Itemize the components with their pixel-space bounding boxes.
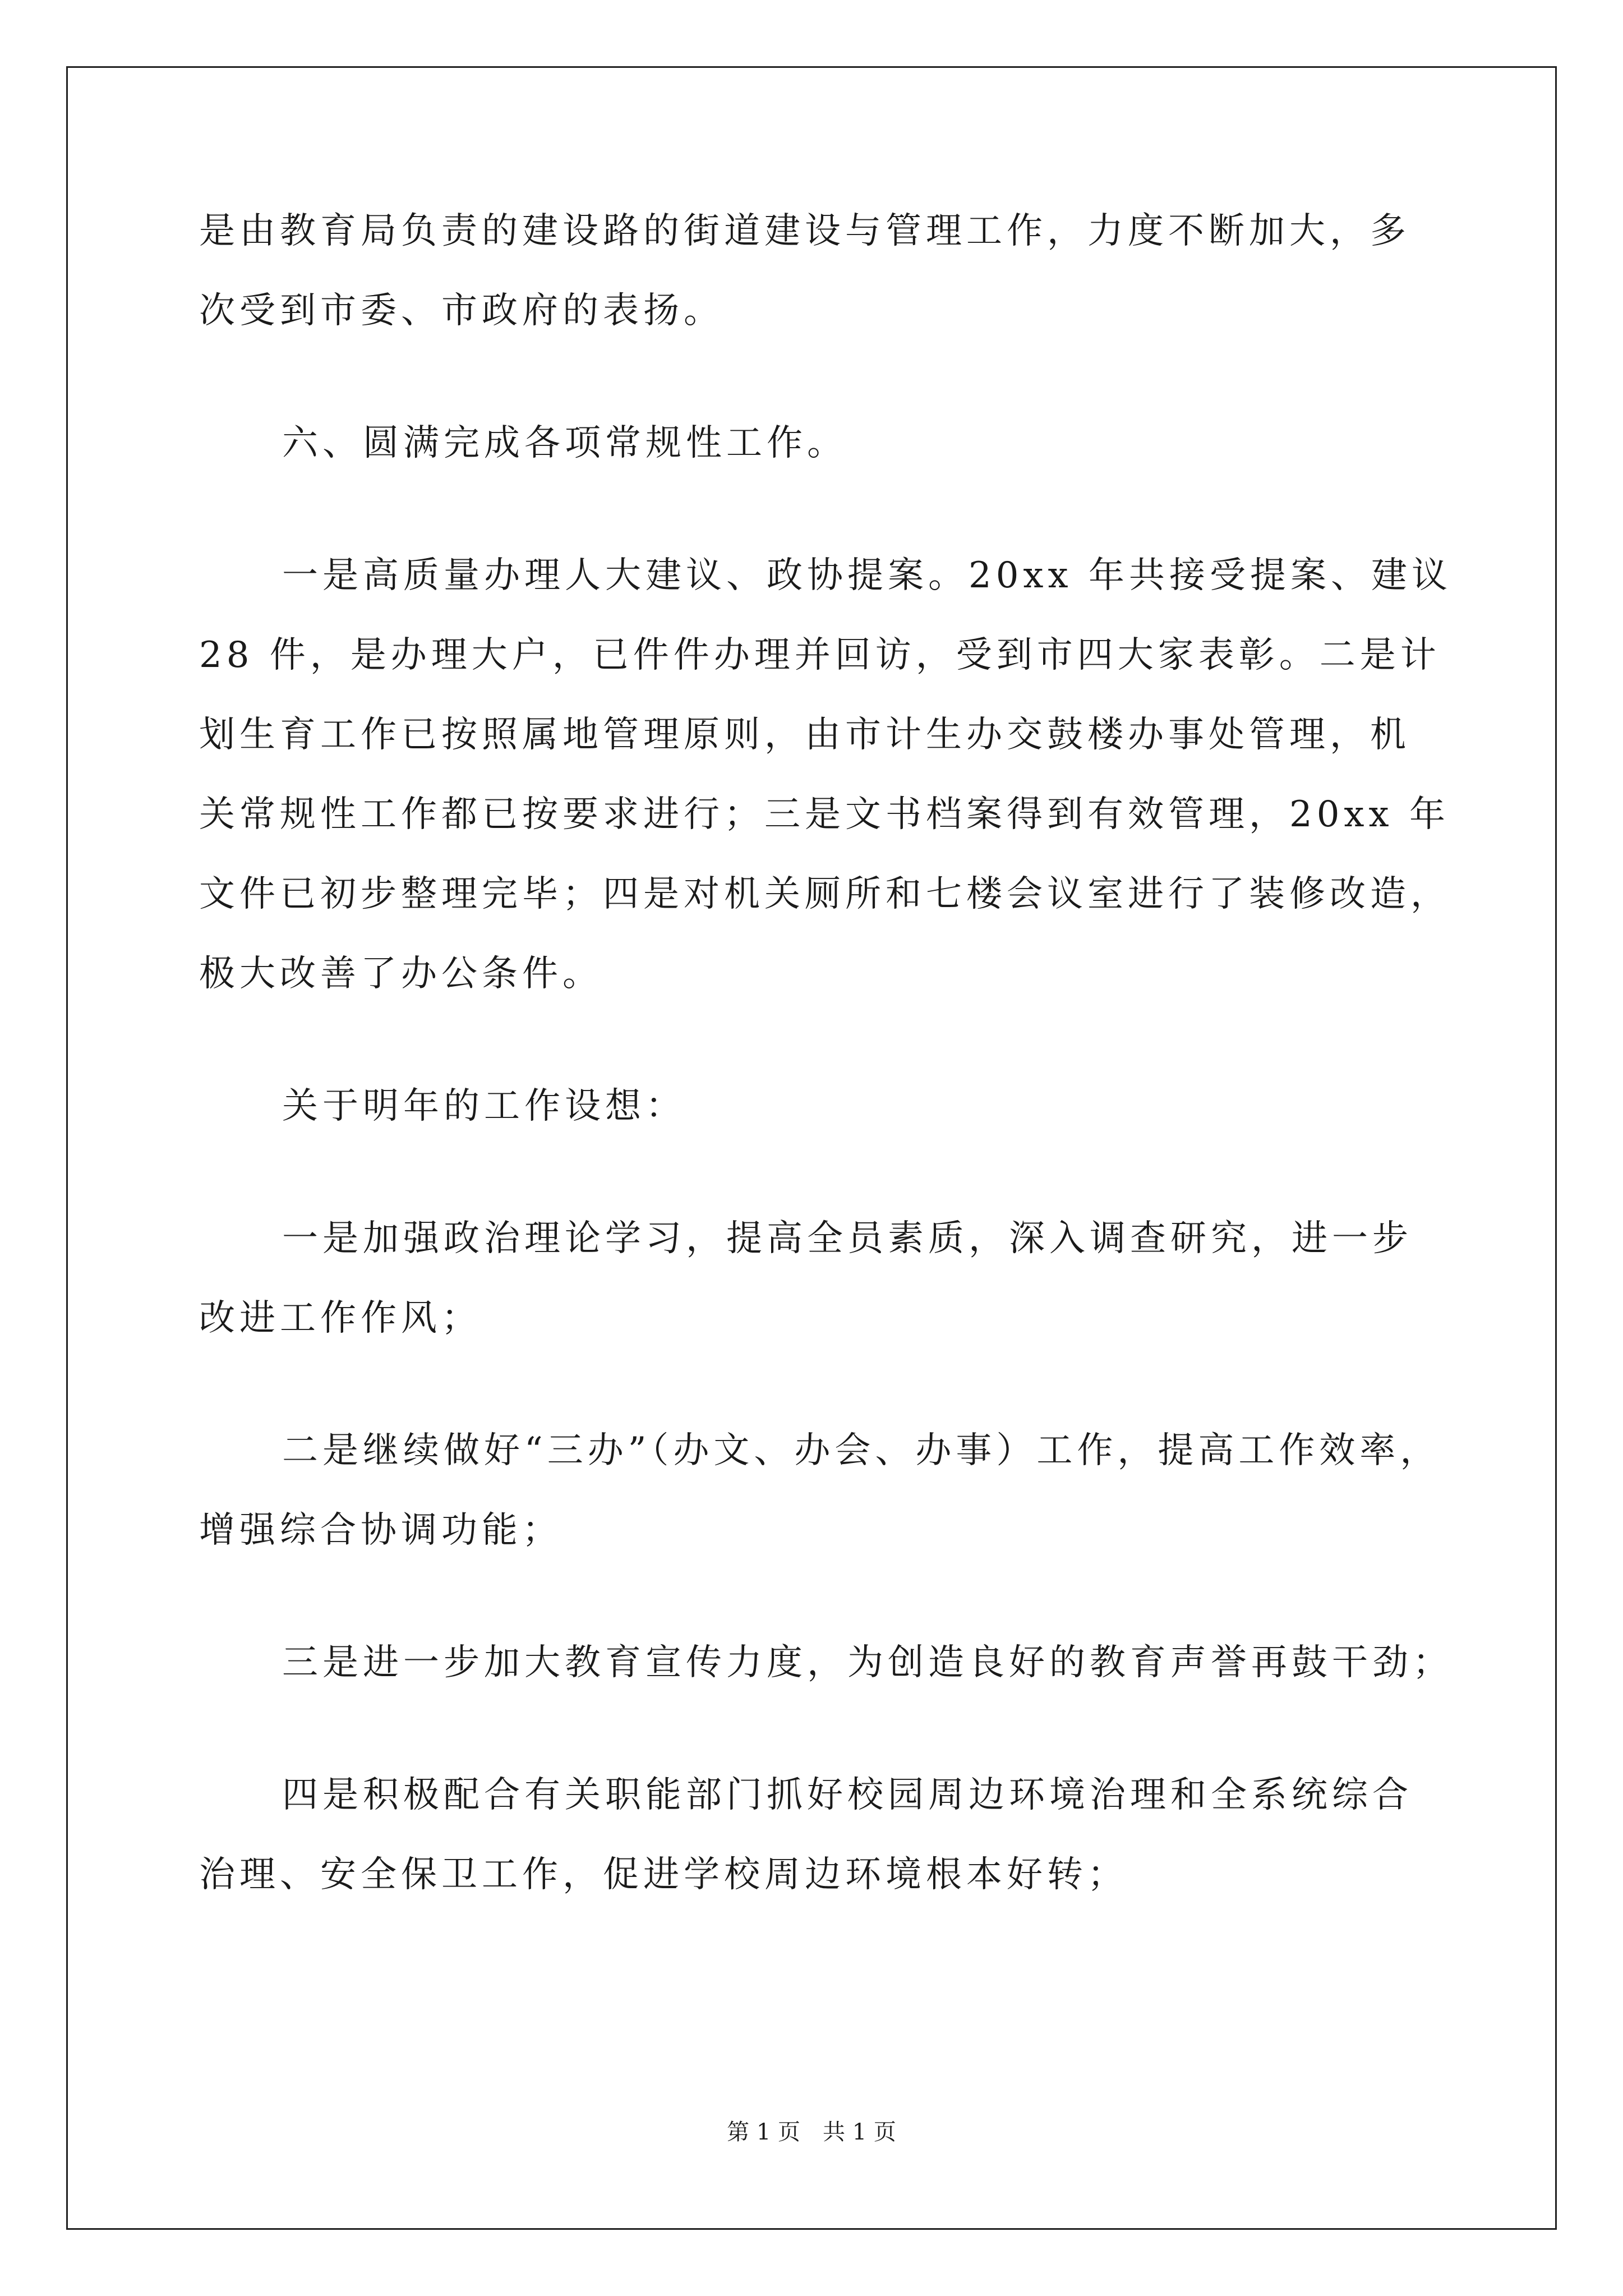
text-line: 是由教育局负责的建设路的街道建设与管理工作，力度不断加大，多 xyxy=(199,210,1410,252)
text-line: 一是高质量办理人大建议、政协提案。20xx 年共接受提案、建议 xyxy=(282,555,1452,596)
text-line: 改进工作作风； xyxy=(199,1297,482,1339)
text-line: 治理、安全保卫工作，促进学校周边环境根本好转； xyxy=(199,1854,1128,1895)
page-border xyxy=(66,66,1557,2230)
text-line: 极大改善了办公条件。 xyxy=(199,953,603,995)
text-line: 划生育工作已按照属地管理原则，由市计生办交鼓楼办事处管理，机 xyxy=(199,714,1410,756)
text-line: 文件已初步整理完毕；四是对机关厕所和七楼会议室进行了装修改造， xyxy=(199,873,1451,915)
text-line: 三是进一步加大教育宣传力度，为创造良好的教育声誉再鼓干劲； xyxy=(282,1642,1453,1683)
text-line: 增强综合协调功能； xyxy=(199,1510,562,1551)
text-line: 四是积极配合有关职能部门抓好校园周边环境治理和全系统综合 xyxy=(282,1774,1413,1816)
section-heading: 关于明年的工作设想： xyxy=(282,1085,686,1127)
text-line: 二是继续做好“三办”（办文、办会、办事）工作，提高工作效率， xyxy=(282,1430,1441,1471)
page-number: 第 1 页 共 1 页 xyxy=(727,2119,896,2145)
text-line: 一是加强政治理论学习，提高全员素质，深入调查研究，进一步 xyxy=(282,1218,1413,1259)
text-line: 关常规性工作都已按要求进行；三是文书档案得到有效管理，20xx 年 xyxy=(199,794,1450,835)
text-line: 28 件，是办理大户，已件件办理并回访，受到市四大家表彰。二是计 xyxy=(199,634,1441,676)
section-heading: 六、圆满完成各项常规性工作。 xyxy=(282,422,847,464)
text-line: 次受到市委、市政府的表扬。 xyxy=(199,290,724,332)
